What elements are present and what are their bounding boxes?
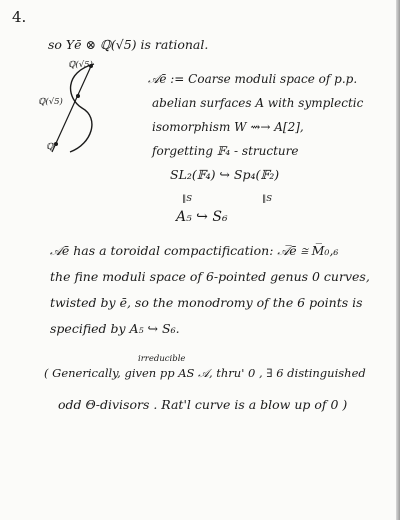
page-number: 4. bbox=[12, 8, 27, 26]
iso-mark-right: ‖S bbox=[262, 194, 273, 204]
toroidal-line-3: twisted by ē, so the monodromy of the 6 points is bbox=[50, 295, 363, 310]
irreducible-annotation: irreducible bbox=[138, 354, 186, 364]
toroidal-line-1: 𝒜ē has a toroidal compactification: 𝒜̅ē ≅ M̅₀,₆ bbox=[50, 243, 339, 258]
point-bottom bbox=[54, 142, 58, 146]
definition-line-3: isomorphism W ⇝→ A[2], bbox=[152, 120, 304, 134]
curve-stroke bbox=[70, 64, 94, 152]
sketch-label-top: ℚ(√5) bbox=[68, 60, 93, 70]
rationality-statement: so Yē ⊗ ℚ(√5) is rational. bbox=[48, 37, 209, 52]
definition-line-4: forgetting 𝔽₄ - structure bbox=[152, 144, 299, 158]
point-middle bbox=[76, 94, 80, 98]
page-edge-shadow bbox=[396, 0, 400, 520]
generically-line-1: ( Generically, given pp AS 𝒜, thru' 0 , ∃ 6 distinguished bbox=[44, 366, 366, 380]
definition-line-2: abelian surfaces A with symplectic bbox=[152, 96, 364, 110]
sketch-label-bottom: ℚ bbox=[46, 142, 54, 152]
generically-line-2: odd Θ-divisors . Rat'l curve is a blow up of 0 ) bbox=[58, 397, 348, 412]
definition-line-1: 𝒜ē := Coarse moduli space of p.p. bbox=[148, 72, 358, 86]
toroidal-line-4: specified by A₅ ↪ S₆. bbox=[50, 321, 180, 336]
a5-s6-inclusion: A₅ ↪ S₆ bbox=[176, 209, 228, 225]
toroidal-line-2: the fine moduli space of 6-pointed genus 0 curves, bbox=[50, 269, 370, 284]
iso-mark-left: ‖S bbox=[182, 194, 193, 204]
sl-sp-inclusion: SL₂(𝔽₄) ↪ Sp₄(𝔽₂) bbox=[170, 167, 280, 182]
sketch-label-mid: ℚ(√5) bbox=[38, 97, 63, 107]
